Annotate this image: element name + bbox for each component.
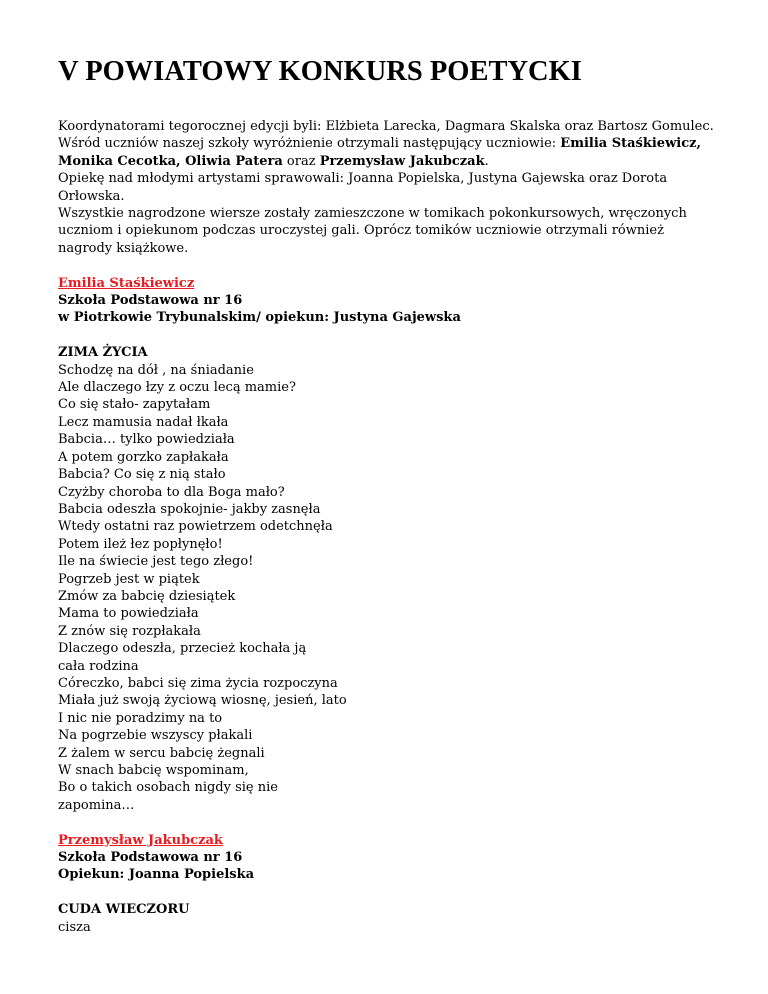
poem-entry	[58, 832, 718, 936]
poem-line: Miała już swoją życiową wiosnę, jesień, lato	[58, 693, 347, 709]
poem-line: Ile na świecie jest tego złego!	[58, 554, 254, 570]
poem-line: Wtedy ostatni raz powietrzem odetchnęła	[58, 519, 333, 535]
school-name: Szkoła Podstawowa nr 16	[58, 293, 243, 309]
poem-entry	[58, 275, 718, 815]
poem-line: Z żalem w sercu babcię żegnali	[58, 745, 265, 761]
guardian-info: w Piotrkowie Trybunalskim/ opiekun: Justyna Gajewska	[58, 310, 461, 326]
poem-line: Z znów się rozpłakała	[58, 623, 201, 639]
poem-line: Córeczko, babci się zima życia rozpoczyna	[58, 675, 338, 691]
intro-coordinators: Koordynatorami tegorocznej edycji byli: Elżbieta Larecka, Dagmara Skalska oraz Bartosz Gomulec.	[58, 119, 714, 134]
poem-line: Co się stało- zapytałam	[58, 397, 211, 413]
poem-line: Mama to powiedziała	[58, 606, 199, 622]
intro-guardians: Opiekę nad młodymi artystami sprawowali: Joanna Popielska, Justyna Gajewska oraz Dorota Orłowska.	[58, 171, 668, 204]
poem-line: W snach babcię wspominam,	[58, 763, 249, 778]
intro-winners-names: Emilia Staśkiewicz, Monika Cecotka, Oliwia Patera	[58, 136, 702, 169]
poem-line: cisza	[58, 919, 91, 935]
poem-line: I nic nie poradzimy na to	[58, 710, 223, 726]
poem-line: Na pogrzebie wszyscy płakali	[58, 728, 253, 744]
intro-winners-last-name: Przemysław Jakubczak	[319, 153, 485, 169]
poem-line: Czyżby choroba to dla Boga mało?	[58, 484, 285, 500]
poem-line: Bo o takich osobach nigdy się nie	[58, 780, 278, 796]
poem-line: cała rodzina	[58, 658, 139, 674]
poem-line: zapomina…	[58, 797, 135, 813]
intro-winners-end: .	[484, 153, 489, 169]
intro-winners	[58, 135, 718, 170]
page-title: V POWIATOWY KONKURS POETYCKI	[58, 56, 582, 87]
poem-title: CUDA WIECZORU	[58, 902, 190, 918]
poem-body	[58, 919, 718, 936]
poem-line: Ale dlaczego łzy z oczu lecą mamie?	[58, 380, 296, 396]
poem-line: Lecz mamusia nadał łkała	[58, 414, 229, 430]
author-link[interactable]: Przemysław Jakubczak	[58, 832, 223, 848]
poem-line: Babcia? Co się z nią stało	[58, 467, 226, 483]
intro-winners-prefix: Wśród uczniów naszej szkoły wyróżnienie otrzymali następujący uczniowie:	[58, 136, 561, 152]
poem-line: Pogrzeb jest w piątek	[58, 571, 200, 587]
poem-title: ZIMA ŻYCIA	[58, 345, 148, 361]
poem-line: Schodzę na dół , na śniadanie	[58, 362, 254, 378]
poem-line: A potem gorzko zapłakała	[58, 449, 229, 465]
intro-winners-conj: oraz	[282, 153, 320, 169]
poem-line: Dlaczego odeszła, przecież kochała ją	[58, 641, 307, 657]
author-link[interactable]: Emilia Staśkiewicz	[58, 275, 195, 291]
document-content	[58, 118, 718, 953]
intro-section	[58, 118, 718, 257]
poem-line: Potem ileż łez popłynęło!	[58, 536, 223, 552]
school-name: Szkoła Podstawowa nr 16	[58, 850, 243, 866]
poem-line: Zmów za babcię dziesiątek	[58, 588, 236, 604]
intro-awards: Wszystkie nagrodzone wiersze zostały zamieszczone w tomikach pokonkursowych, wręczonych uczniom i opiekunom podczas uroczystej gali. Oprócz tomików uczniowie otrzymali również nagrody książkowe.	[58, 206, 687, 256]
poem-body	[58, 362, 718, 815]
poem-line: Babcia odeszła spokojnie- jakby zasnęła	[58, 501, 321, 517]
poem-line: Babcia… tylko powiedziała	[58, 432, 235, 448]
guardian-info: Opiekun: Joanna Popielska	[58, 867, 255, 883]
